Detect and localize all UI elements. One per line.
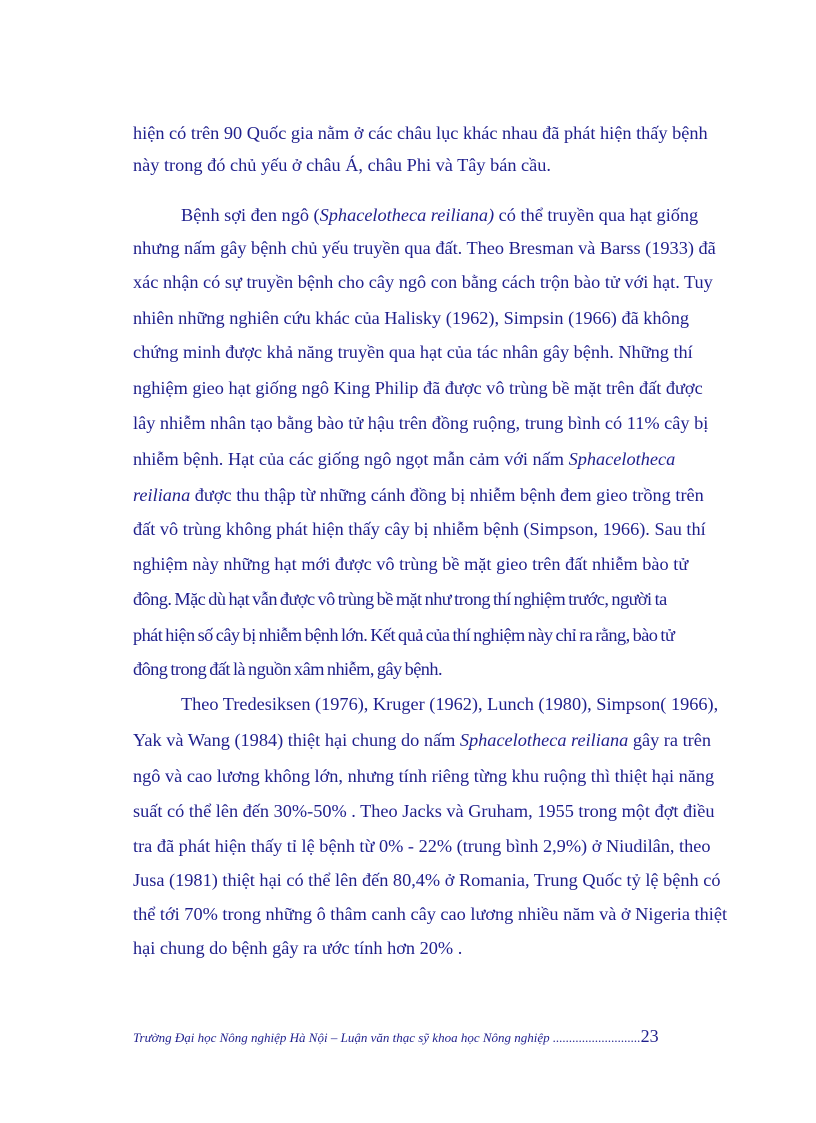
page-number: 23 [640, 1026, 659, 1046]
species-name: Sphacelotheca reiliana [459, 730, 629, 750]
paragraph-line: này trong đó chủ yếu ở châu Á, châu Phi và Tây bán cầu. [133, 155, 551, 175]
paragraph-line: nhưng nấm gây bệnh chủ yếu truyền qua đất. Theo Bresman và Barss (1933) đã [133, 238, 716, 258]
species-name: Sphacelotheca reiliana) [319, 205, 495, 225]
paragraph-line: tra đã phát hiện thấy tỉ lệ bệnh từ 0% - 22% (trung bình 2,9%) ở Niudilân, theo [133, 836, 711, 856]
paragraph-line: đông. Mặc dù hạt vẫn được vô trùng bề mặt như trong thí nghiệm trước, người ta [133, 589, 667, 609]
paragraph-line: ngô và cao lương không lớn, nhưng tính riêng từng khu ruộng thì thiệt hại năng [133, 766, 715, 786]
species-name: Sphacelotheca [568, 449, 676, 469]
page-footer [133, 1026, 659, 1047]
paragraph-line: hiện có trên 90 Quốc gia nằm ở các châu lục khác nhau đã phát hiện thấy bệnh [133, 123, 708, 143]
paragraph-line: nhiên những nghiên cứu khác của Halisky (1962), Simpsin (1966) đã không [133, 308, 689, 328]
paragraph-line: xác nhận có sự truyền bệnh cho cây ngô con bằng cách trộn bào tử với hạt. Tuy [133, 272, 713, 292]
footer-text: Trường Đại học Nông nghiệp Hà Nội – Luận văn thạc sỹ khoa học Nông nghiệp ........................... [133, 1030, 641, 1045]
paragraph-line: thể tới 70% trong những ô thâm canh cây cao lương nhiều năm và ở Nigeria thiệt [133, 904, 728, 924]
paragraph-line: hại chung do bệnh gây ra ước tính hơn 20% . [133, 938, 463, 958]
paragraph-line: Theo Tredesiksen (1976), Kruger (1962), Lunch (1980), Simpson( 1966), [181, 694, 719, 714]
text-run: Bệnh sợi đen ngô ( [181, 205, 320, 225]
paragraph-line: suất có thể lên đến 30%-50% . Theo Jacks và Gruham, 1955 trong một đợt điều [133, 801, 715, 821]
paragraph-line: phát hiện số cây bị nhiễm bệnh lớn. Kết quả của thí nghiệm này chỉ ra rằng, bào tử [133, 625, 675, 645]
paragraph-line: đông trong đất là nguồn xâm nhiễm, gây bệnh. [133, 659, 442, 679]
paragraph-line: nghiệm gieo hạt giống ngô King Philip đã được vô trùng bề mặt trên đất được [133, 378, 703, 398]
paragraph-line: nghiệm này những hạt mới được vô trùng bề mặt gieo trên đất nhiễm bào tử [133, 554, 689, 574]
text-run: có thể truyền qua hạt giống [494, 205, 699, 225]
paragraph-line: đất vô trùng không phát hiện thấy cây bị nhiễm bệnh (Simpson, 1966). Sau thí [133, 519, 706, 539]
paragraph-line: Jusa (1981) thiệt hại có thể lên đến 80,4% ở Romania, Trung Quốc tỷ lệ bệnh có [133, 870, 721, 890]
species-name: reiliana [133, 485, 191, 505]
text-run: gây ra trên [628, 730, 711, 750]
paragraph-line [181, 203, 698, 227]
paragraph-line [133, 728, 711, 752]
text-run: được thu thập từ những cánh đồng bị nhiễm bệnh đem gieo trồng trên [190, 485, 704, 505]
text-run: nhiễm bệnh. Hạt của các giống ngô ngọt mẫn cảm với nấm [133, 449, 569, 469]
text-run: Yak và Wang (1984) thiệt hại chung do nấm [133, 730, 460, 750]
paragraph-line [133, 447, 675, 471]
paragraph-line: chứng minh được khả năng truyền qua hạt của tác nhân gây bệnh. Những thí [133, 342, 693, 362]
paragraph-line: lây nhiễm nhân tạo bằng bào tử hậu trên đồng ruộng, trung bình có 11% cây bị [133, 413, 709, 433]
paragraph-line [133, 483, 704, 507]
